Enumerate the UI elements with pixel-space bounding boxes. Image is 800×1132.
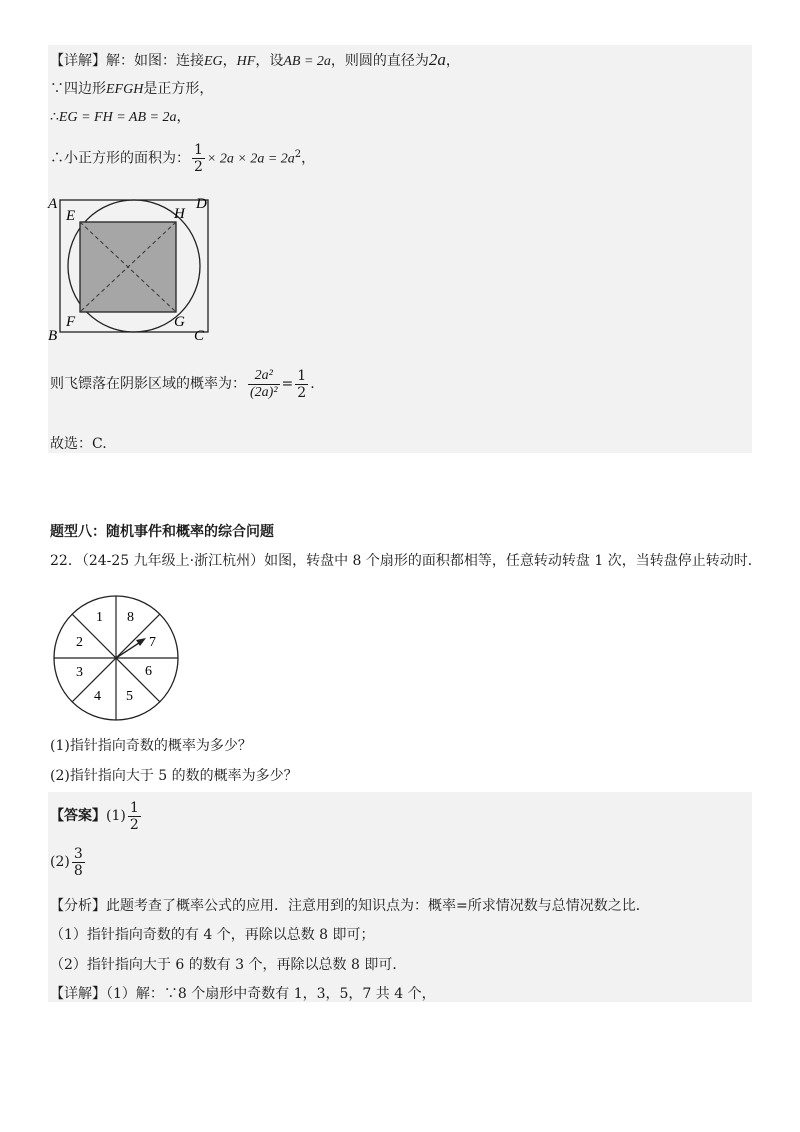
answer-2-fraction: $\frac{3}{8}$ [73,845,83,879]
label-b: B [48,328,58,344]
solution-line-1: 【详解】解：如图：连接EG，HF，设AB = 2a，则圆的直径为2a， [50,50,460,69]
label-d: D [196,196,207,212]
result-fraction: $\frac{1}{2}$ [297,367,307,401]
sector-label-8: 8 [127,610,134,625]
question-line: 22．（24-25 九年级上·浙江杭州）如图，转盘中 8 个扇形的面积都相等，任意转动转盘 1 次，当转盘停止转动时． [50,553,762,569]
solution-line-3: ∴EG = FH = AB = 2a， [50,109,191,125]
detail-line: 【详解】（1）解：∵8 个扇形中奇数有 1，3，5，7 共 4 个， [50,986,436,1002]
label-h: H [174,206,185,222]
sector-label-7: 7 [149,635,156,650]
sector-label-4: 4 [94,689,101,704]
sub-question-1: (1)指针指向奇数的概率为多少？ [50,738,252,754]
section-title: 题型八：随机事件和概率的综合问题 [50,524,274,540]
solution-line-2: ∵四边形EFGH是正方形， [50,81,214,97]
sector-label-5: 5 [126,689,133,704]
half-fraction: $\frac{1}{2}$ [194,142,203,175]
sector-label-3: 3 [76,665,83,680]
probability-line: 则飞镖落在阴影区域的概率为： $\frac{\text{2a²}}{\text{(2a)²}}$ = $\frac{1}{2}$ . [50,367,315,401]
choice-line: 故选：C. [50,436,107,452]
label-a: A [48,196,58,212]
label-f: F [66,314,76,330]
square-circle-figure [46,192,216,344]
sector-label-2: 2 [76,635,83,650]
answer-line-1: 【答案】(1) $\frac{1}{2}$ [50,799,139,833]
answer-line-2: (2) $\frac{3}{8}$ [50,845,83,879]
analysis-step-2: （2）指针指向大于 6 的数有 3 个，再除以总数 8 即可． [50,957,407,973]
label-g: G [174,314,185,330]
answer-1-fraction: $\frac{1}{2}$ [129,799,139,833]
label-e: E [66,208,76,224]
sector-label-1: 1 [96,610,103,625]
analysis-line: 【分析】此题考查了概率公式的应用．注意用到的知识点为：概率=所求情况数与总情况数之比． [50,898,650,914]
sub-question-2: (2)指针指向大于 5 的数的概率为多少？ [50,768,298,784]
probability-fraction: $\frac{\text{2a²}}{\text{(2a)²}}$ [250,367,278,400]
spinner-figure [50,592,182,724]
analysis-step-1: （1）指针指向奇数的有 4 个，再除以总数 8 即可； [50,927,375,943]
sector-label-6: 6 [145,664,152,679]
solution-line-4: ∴小正方形的面积为： $\frac{1}{2}$ × $2a \times 2a = 2a^2$， [50,142,316,175]
label-c: C [194,328,205,344]
